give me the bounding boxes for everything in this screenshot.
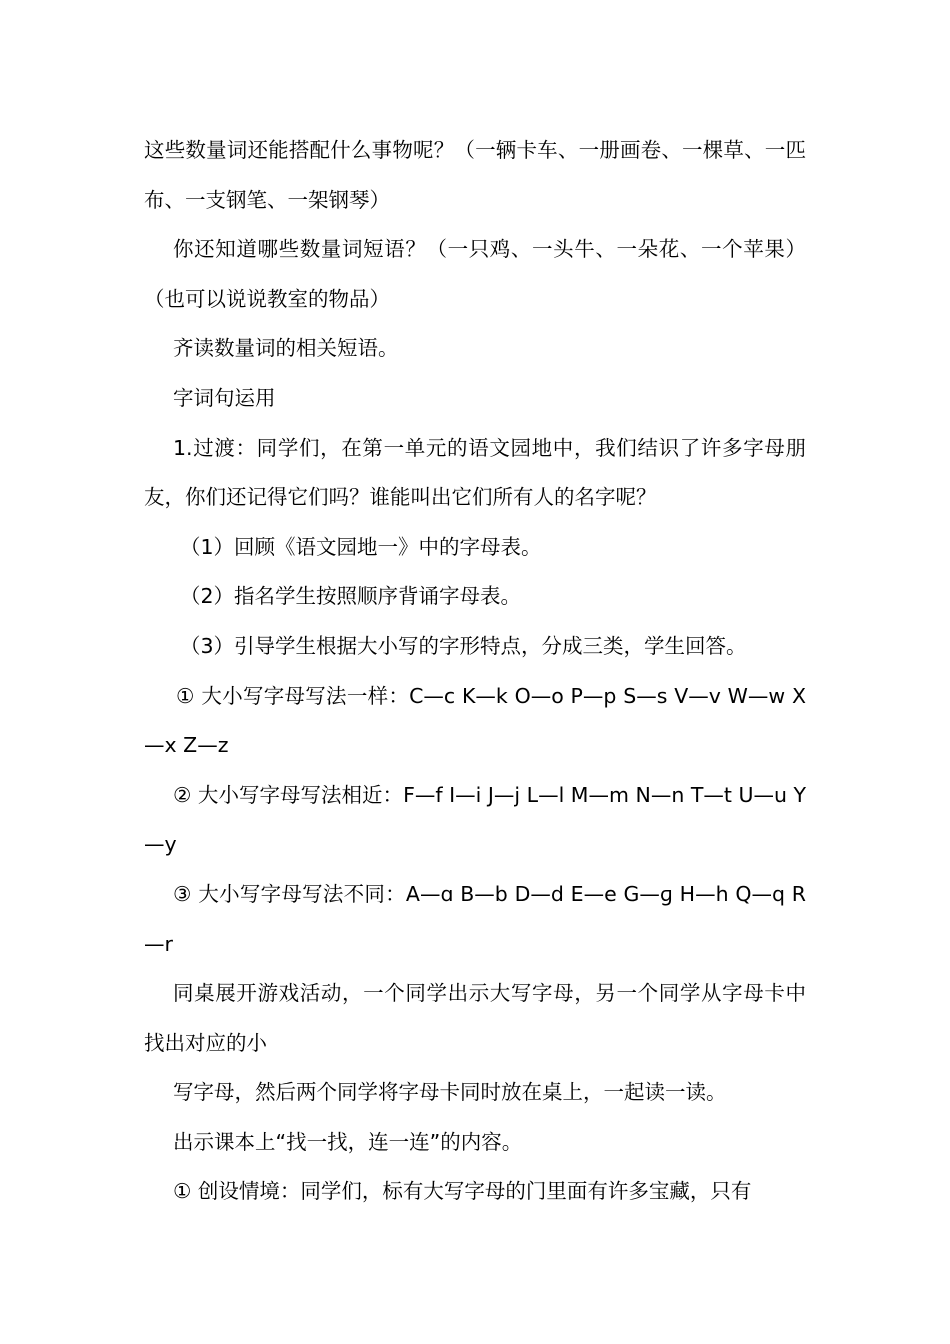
paragraph-step-2: （2）指名学生按照顺序背诵字母表。 [180,584,522,609]
paragraph-read-together: 齐读数量词的相关短语。 [173,336,399,361]
paragraph-more-quantifiers: 你还知道哪些数量词短语？（一只鸡、一头牛、一朵花、一个苹果）（也可以说说教室的物品） [144,237,806,311]
paragraph-game-continued: 写字母，然后两个同学将字母卡同时放在桌上，一起读一读。 [173,1080,727,1105]
paragraph-letters-same: ① 大小写字母写法一样：C—c K—k O—o P—p S—s V—v W—w X—x Z—z [144,683,806,758]
paragraph-letters-similar: ② 大小写字母写法相近：F—f I—i J—j L—l M—m N—n T—t U—u Y—y [144,782,806,857]
paragraph-show-textbook: 出示课本上“找一找，连一连”的内容。 [173,1129,523,1154]
paragraph-scenario: ① 创设情境：同学们，标有大写字母的门里面有许多宝藏，只有 [173,1179,752,1204]
paragraph-step-1: （1）回顾《语文园地一》中的字母表。 [180,534,542,559]
paragraph-letters-different: ③ 大小写字母写法不同：A—ɑ B—b D—d E—e G—ɡ H—h Q—q R—r [144,881,806,956]
paragraph-step-3: （3）引导学生根据大小写的字形特点，分成三类，学生回答。 [180,633,747,658]
section-heading-word-usage: 字词句运用 [173,385,276,410]
document-body [144,126,806,1217]
paragraph-quantifier-question: 这些数量词还能搭配什么事物呢？（一辆卡车、一册画卷、一棵草、一匹布、一支钢笔、一架钢琴） [144,138,806,212]
paragraph-game-activity: 同桌展开游戏活动，一个同学出示大写字母，另一个同学从字母卡中找出对应的小 [144,981,806,1055]
paragraph-transition: 1.过渡：同学们，在第一单元的语文园地中，我们结识了许多字母朋友，你们还记得它们吗？谁能叫出它们所有人的名字呢？ [144,435,806,510]
